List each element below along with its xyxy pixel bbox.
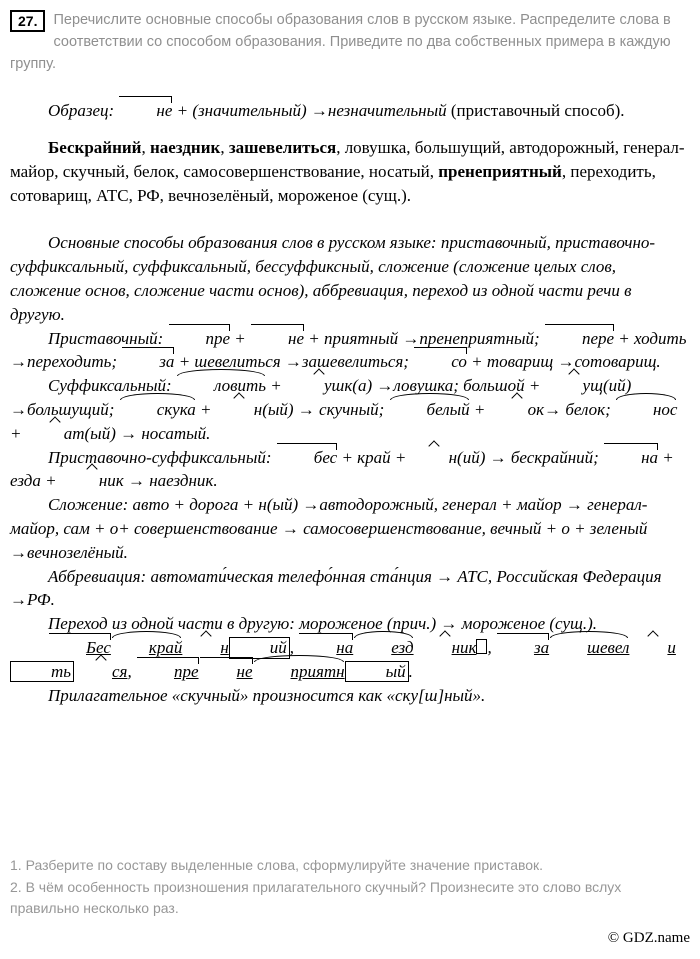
text-run: Переход из одной части в другую: мороженое (прич.) → мороженое (сущ.). <box>48 614 598 634</box>
task-instruction: Перечислите основные способы образования слов в русском языке. Распределите слова в соответствии со способом образования. Приведите по два собственных примера в каждую группу. <box>10 12 671 72</box>
suffix-morpheme: ок <box>490 398 544 422</box>
root-morpheme: край <box>111 636 182 660</box>
zero-ending-box <box>476 639 487 654</box>
prefix-morpheme: пре <box>136 660 199 684</box>
text-run: + ходить →переходить; <box>10 328 687 372</box>
root-morpheme: езд <box>353 636 413 660</box>
suffix-morpheme: и <box>629 636 676 660</box>
prefix-morpheme: пере <box>544 327 614 351</box>
ending-box: ий <box>229 637 290 659</box>
text-run: Сложение: авто + дорога + н(ый) →автодорожный, генерал + майор → генерал-майор, сам + о+ совершенствование → самосовершенствование, вечный + о + зеленый →вечнозелёный. <box>10 495 648 562</box>
bold-word: пренеприятный <box>438 161 562 181</box>
prefix-morpheme: Бес <box>48 636 111 660</box>
text-run: (ий) →большущий; <box>10 376 632 420</box>
text-run: + <box>195 400 216 420</box>
text-run: (а) →ловушка; большой + <box>352 376 545 396</box>
prefix-morpheme: со <box>413 350 467 374</box>
ending-box: ть <box>10 661 74 683</box>
text-run: Образец: <box>48 101 119 121</box>
text-run: + шевелиться →зашевелиться; <box>174 352 414 372</box>
prefix-morpheme: не <box>118 99 172 123</box>
prefix-morpheme: не <box>250 327 304 351</box>
plain-text: (приставочный способ). <box>450 101 625 121</box>
text-run: + <box>469 400 490 420</box>
text-run: + <box>10 423 26 443</box>
solution-body <box>10 99 690 707</box>
text-run: + <box>265 376 286 396</box>
paragraph <box>10 99 690 123</box>
text-run: (ый) → носатый. <box>84 423 211 443</box>
prefix-morpheme: на <box>298 636 353 660</box>
suffix-morpheme: ушк <box>286 374 352 398</box>
text-run: + товарищ →сотоварищ. <box>466 352 661 372</box>
text-run: Основные способы образования слов в русском языке: приставочный, приставочно-суффиксальный, суффиксальный, бессуффиксный, сложение (сложение целых слов, сложение основ, сложение части основ), аббревиация, переход из одной части речи в другую. <box>10 233 656 324</box>
prefix-morpheme: на <box>603 446 658 470</box>
text-run: + приятный →пренеприятный; <box>304 328 544 348</box>
paragraph <box>10 231 690 326</box>
suffix-morpheme: ся <box>74 660 127 684</box>
text-run: Суффиксальный: <box>48 376 176 396</box>
text-run: + езда + <box>10 447 674 491</box>
suffix-morpheme: н <box>411 446 457 470</box>
text-run: , <box>127 661 136 681</box>
root-morpheme: шевел <box>549 636 629 660</box>
paragraph <box>10 565 690 613</box>
bold-word: зашевелиться <box>228 138 337 158</box>
text-run: + край + <box>337 447 411 467</box>
text-run: , <box>141 138 150 158</box>
root-morpheme: скука <box>119 398 196 422</box>
root-morpheme: нос <box>615 398 677 422</box>
ending-box: ый <box>345 661 409 683</box>
text-run: Приставочный: <box>48 328 168 348</box>
footnotes <box>10 855 690 920</box>
text-run: Аббревиация: автомати́ческая телефо́нная ста́нция → АТС, Российская Федерация →РФ. <box>10 566 662 610</box>
prefix-morpheme: не <box>199 660 253 684</box>
paragraph <box>10 136 690 207</box>
suffix-morpheme: ущ <box>545 374 603 398</box>
suffix-morpheme: ник <box>414 636 477 660</box>
text-run: → наездник. <box>123 471 218 491</box>
paragraph <box>10 374 690 445</box>
bold-word: Бескрайний <box>48 138 142 158</box>
bold-word: наездник <box>149 138 221 158</box>
task-header <box>10 10 690 75</box>
copyright: © GDZ.name <box>607 930 690 946</box>
paragraph <box>10 636 690 684</box>
suffix-morpheme: н <box>182 636 228 660</box>
prefix-morpheme: пре <box>168 327 231 351</box>
text-run: , <box>487 637 496 657</box>
paragraph <box>10 684 690 708</box>
text-run: → белок; <box>544 400 615 420</box>
text-run: , <box>220 138 229 158</box>
text-run: (ий) → бескрайний; <box>457 447 604 467</box>
text-run: (ый) → скучный; <box>262 400 389 420</box>
suffix-morpheme: ат <box>26 422 85 446</box>
text-run: Прилагательное «скучный» произносится как «ску[ш]ный». <box>48 685 486 705</box>
suffix-morpheme: ник <box>61 469 124 493</box>
root-morpheme: ловить <box>176 374 266 398</box>
suffix-morpheme: н <box>216 398 262 422</box>
footnote-1: 1. Разберите по составу выделенные слова, сформулируйте значение приставок. <box>10 856 544 873</box>
text-run: , <box>289 637 299 657</box>
prefix-morpheme: за <box>121 350 174 374</box>
root-morpheme: приятн <box>253 660 345 684</box>
footnote-2: 2. В чём особенность произношения прилагательного скучный? Произнесите это слово вслух правильно несколько раз. <box>10 878 622 917</box>
text-run: Приставочно-суффиксальный: <box>48 447 276 467</box>
text-run: + (значительный) →незначительный <box>172 101 451 121</box>
text-run: + <box>230 328 251 348</box>
text-run: , ловушка, большущий, автодорожный, генерал-майор, скучный, белок, самосовершенствование, носатый, <box>10 138 685 181</box>
exercise-number: 27. <box>10 10 45 32</box>
prefix-morpheme: бес <box>276 446 337 470</box>
paragraph <box>10 446 690 494</box>
text-run: , переходить, сотоварищ, АТС, РФ, вечнозелёный, мороженое (сущ.). <box>10 161 656 205</box>
text-run: . <box>408 661 413 681</box>
paragraph <box>10 493 690 564</box>
root-morpheme: белый <box>389 398 470 422</box>
prefix-morpheme: за <box>496 636 549 660</box>
paragraph <box>10 327 690 375</box>
